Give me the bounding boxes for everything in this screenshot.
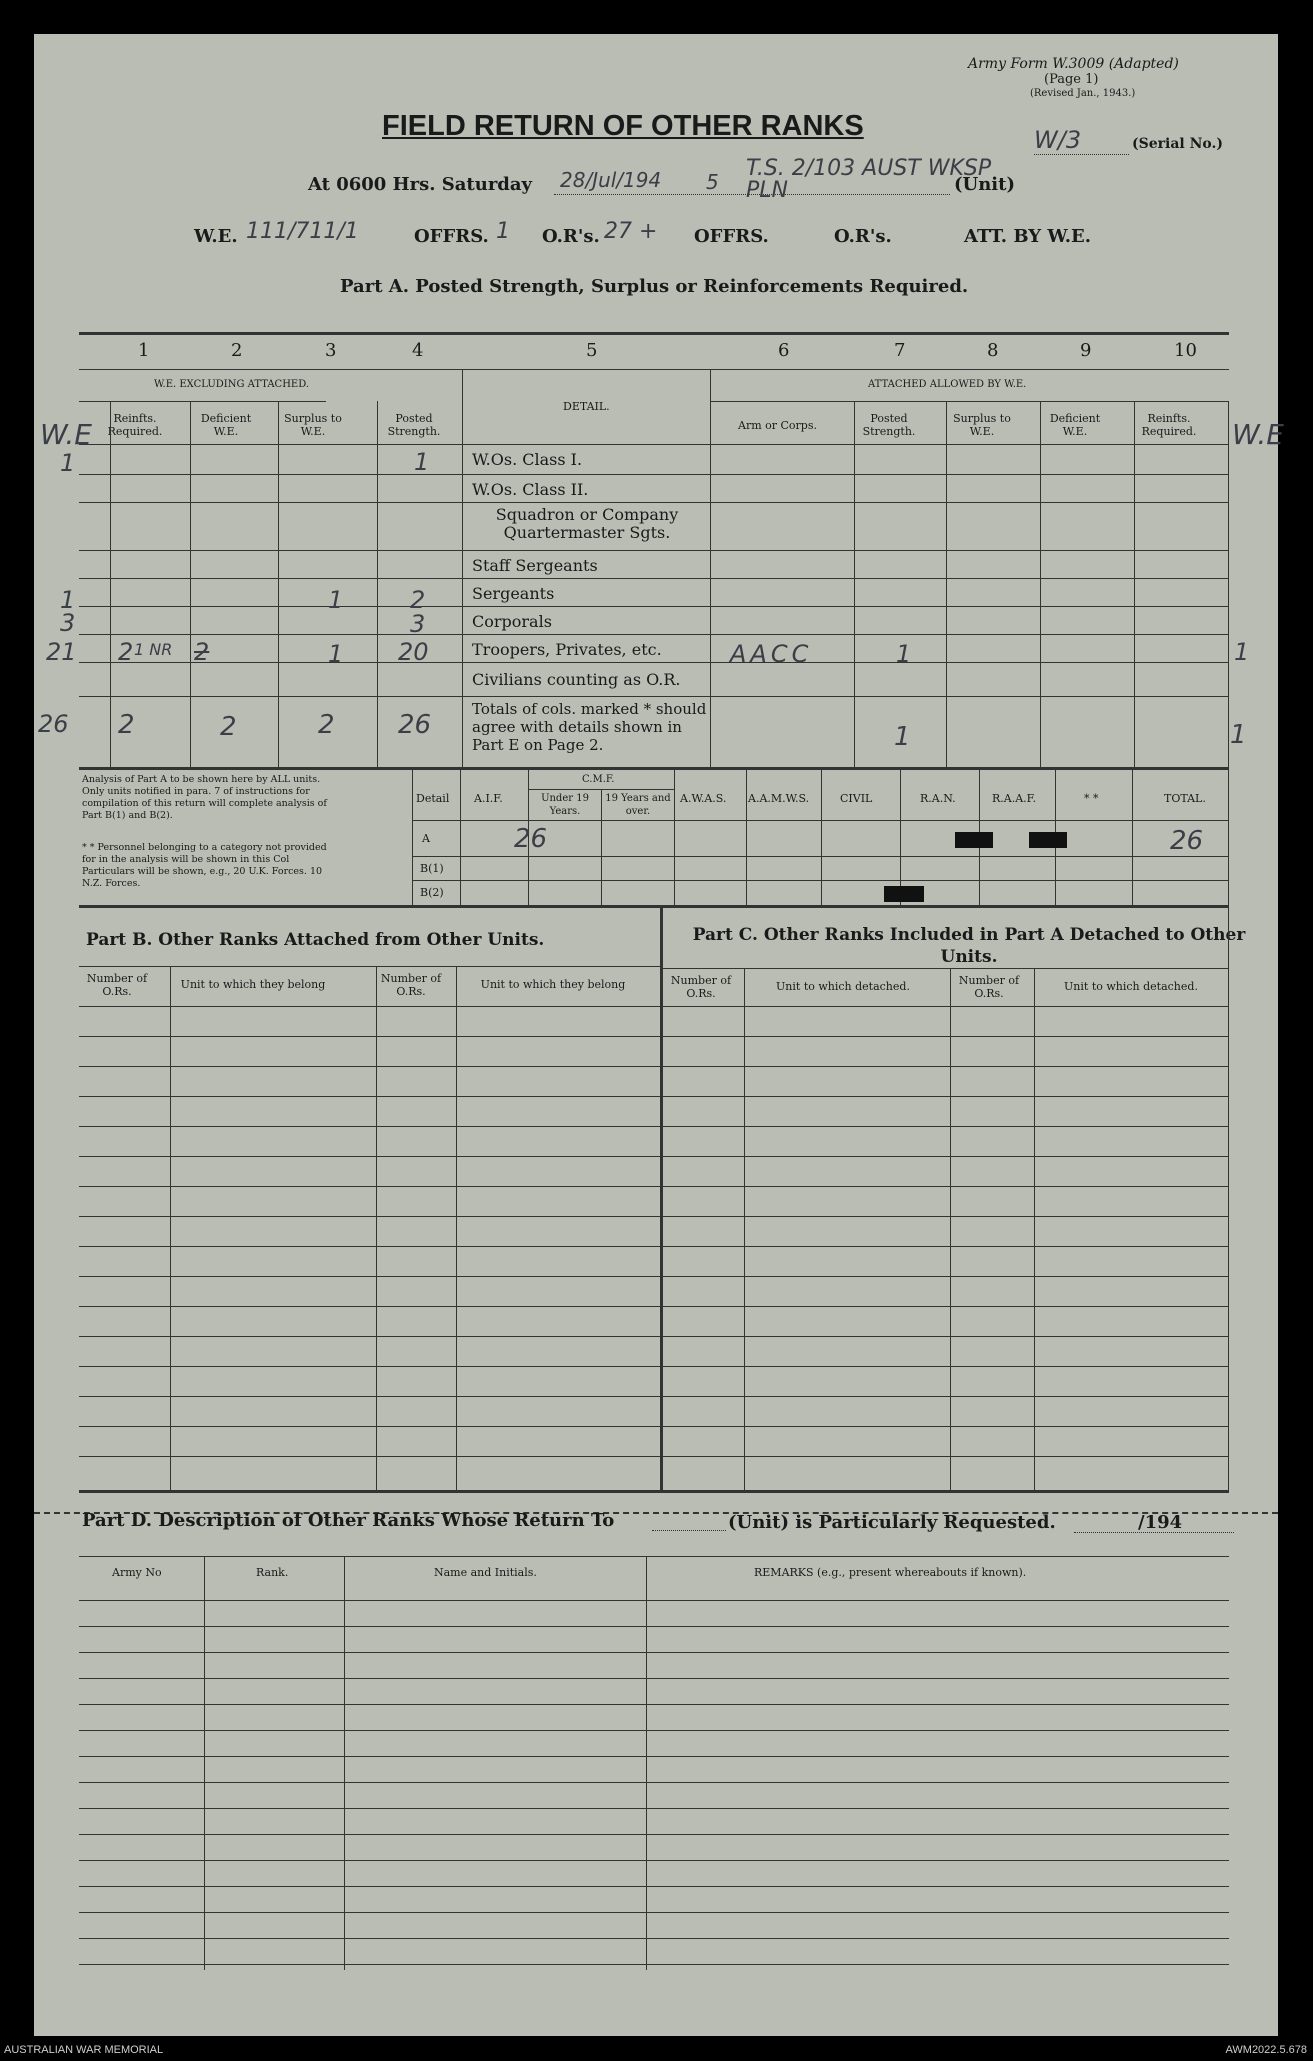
detail-header: DETAIL. (563, 400, 610, 413)
offrs-label: OFFRS. (414, 226, 489, 247)
part-b-col-number-1: Number of O.Rs. (86, 972, 148, 998)
analysis-note: Analysis of Part A to be shown here by ALL units. Only units notified in para. 7 of instructions for compilation of this return will complete analysis of Part B(1) and B(2). (82, 774, 327, 821)
part-c-col-number-1: Number of O.Rs. (670, 974, 732, 1000)
col-surplus-we-att: Surplus to W.E. (953, 412, 1011, 438)
analysis-col-awas: A.W.A.S. (680, 792, 727, 805)
col-posted-strength: Posted Strength. (387, 412, 441, 438)
ruled-line (79, 1306, 1229, 1307)
row-corporals: Corporals (472, 612, 552, 631)
ruled-line (79, 1678, 1229, 1679)
part-b-col-number-2: Number of O.Rs. (380, 972, 442, 998)
ruled-line (79, 1652, 1229, 1653)
col-number-2: 2 (231, 340, 243, 361)
col-posted-strength-att: Posted Strength. (862, 412, 916, 438)
col-number-9: 9 (1080, 340, 1092, 361)
part-d-col-name: Name and Initials. (434, 1566, 537, 1579)
ruled-line (79, 1730, 1229, 1731)
analysis-col-19over: 19 Years and over. (605, 793, 671, 817)
ruled-line (79, 1426, 1229, 1427)
we-excluding-header: W.E. EXCLUDING ATTACHED. (154, 379, 310, 390)
analysis-col-raaf: R.A.A.F. (992, 792, 1037, 805)
col-number-10: 10 (1174, 340, 1197, 361)
ruled-line (79, 1186, 1229, 1187)
aif-row-a-value: 26 (514, 824, 548, 854)
redaction-raaf (1029, 832, 1067, 848)
col-arm-corps: Arm or Corps. (738, 419, 817, 432)
we-label: W.E. (194, 226, 238, 247)
analysis-col-under19: Under 19 Years. (541, 793, 589, 817)
footer-credit: AUSTRALIAN WAR MEMORIAL (4, 2044, 164, 2056)
ruled-line (79, 1886, 1229, 1887)
offrs-value: 1 (496, 219, 510, 244)
row-wos-class-1: W.Os. Class I. (472, 450, 583, 469)
redaction-ran (955, 832, 993, 848)
ruled-line (79, 1860, 1229, 1861)
row-troopers: Troopers, Privates, etc. (472, 640, 662, 659)
part-c-col-number-2: Number of O.Rs. (958, 974, 1020, 1000)
ruled-line (79, 1626, 1229, 1627)
ruled-line (79, 1938, 1229, 1939)
unit-value: T.S. 2/103 AUST WKSP PLN (746, 156, 992, 203)
ruled-line (79, 1276, 1229, 1277)
part-d-title: Part D. Description of Other Ranks Whose Return To (82, 1510, 615, 1531)
ruled-line (79, 1964, 1229, 1965)
col-number-6: 6 (778, 340, 790, 361)
col-number-4: 4 (412, 340, 424, 361)
col-reinfts-required: Reinfts. Required. (107, 412, 163, 438)
row-wos-class-2: W.Os. Class II. (472, 480, 589, 499)
ors2-label: O.R's. (834, 226, 892, 247)
ruled-line (79, 1216, 1229, 1217)
col-surplus-we: Surplus to W.E. (284, 412, 342, 438)
ors-value: 27 + (604, 219, 658, 244)
row-staff-sergeants: Staff Sergeants (472, 556, 598, 575)
analysis-row-a: A (422, 832, 430, 845)
part-a-title: Part A. Posted Strength, Surplus or Reinforcements Required. (340, 276, 969, 297)
ruled-line (79, 1782, 1229, 1783)
redaction-civil (884, 886, 924, 902)
margin-we-left: W.E (40, 418, 92, 451)
form-page: (Page 1) (1044, 72, 1099, 87)
row-qm-sgts: Squadron or Company Quartermaster Sgts. (495, 505, 679, 542)
ruled-line (79, 1156, 1229, 1157)
at-time-label: At 0600 Hrs. Saturday (308, 174, 533, 195)
part-d-col-rank: Rank. (256, 1566, 289, 1579)
offrs2-label: OFFRS. (694, 226, 769, 247)
att-label: ATT. BY W.E. (964, 226, 1092, 247)
ruled-line (79, 1396, 1229, 1397)
part-d-col-army-no: Army No (112, 1566, 162, 1579)
ruled-line (79, 1912, 1229, 1913)
ruled-line (79, 1456, 1229, 1457)
ruled-line (79, 1834, 1229, 1835)
serial-number-value: W/3 (1034, 126, 1082, 154)
ors-label: O.R's. (542, 226, 600, 247)
row-sergeants: Sergeants (472, 584, 555, 603)
row-totals: Totals of cols. marked * should agree with details shown in Part E on Page 2. (472, 700, 707, 754)
form-id: Army Form W.3009 (Adapted) (968, 56, 1179, 72)
col-deficient-we: Deficient W.E. (200, 412, 252, 438)
we-value: 111/711/1 (246, 219, 359, 244)
ruled-line (79, 1246, 1229, 1247)
ruled-line (79, 1756, 1229, 1757)
row-civilians: Civilians counting as O.R. (472, 670, 681, 689)
footer-accession: AWM2022.5.678 (1225, 2044, 1307, 2056)
analysis-col-aamws: A.A.M.W.S. (748, 792, 810, 805)
part-c-col-unit-2: Unit to which detached. (1064, 980, 1198, 993)
year-suffix: 5 (706, 170, 719, 194)
analysis-col-total: TOTAL. (1164, 792, 1206, 805)
analysis-row-b2: B(2) (420, 886, 444, 899)
part-d-date-suffix: /194 (1138, 1512, 1183, 1533)
analysis-col-civil: CIVIL (840, 792, 873, 805)
col-number-5: 5 (586, 340, 598, 361)
analysis-row-b1: B(1) (420, 862, 444, 875)
part-b-title: Part B. Other Ranks Attached from Other Units. (86, 930, 545, 950)
date-value: 28/Jul/194 (560, 168, 662, 192)
analysis-col-aif: A.I.F. (474, 792, 503, 805)
col-number-3: 3 (325, 340, 337, 361)
ruled-line (79, 1336, 1229, 1337)
serial-label: (Serial No.) (1132, 136, 1223, 152)
page-title: FIELD RETURN OF OTHER RANKS (382, 110, 864, 142)
form-revised: (Revised Jan., 1943.) (1030, 88, 1136, 99)
col-number-7: 7 (894, 340, 906, 361)
ruled-line (79, 1096, 1229, 1097)
ruled-line (79, 1366, 1229, 1367)
analysis-col-ran: R.A.N. (920, 792, 956, 805)
part-c-col-unit-1: Unit to which detached. (776, 980, 910, 993)
analysis-col-other: * * (1084, 792, 1099, 805)
part-b-col-unit-1: Unit to which they belong (180, 978, 326, 991)
part-c-title: Part C. Other Ranks Included in Part A Detached to Other Units. (692, 925, 1246, 967)
col-number-8: 8 (987, 340, 999, 361)
analysis-col-detail: Detail (416, 792, 450, 805)
part-d-col-remarks: REMARKS (e.g., present whereabouts if known). (754, 1566, 1027, 1579)
part-b-col-unit-2: Unit to which they belong (480, 978, 626, 991)
ruled-line (79, 1036, 1229, 1037)
unit-label: (Unit) (954, 174, 1015, 195)
form-sheet: Army Form W.3009 (Adapted) (Page 1) (Revised Jan., 1943.) W/3 (Serial No.) FIELD RETURN OF OTHER RANKS At 0600 Hrs. Saturday 28/Jul/194 5 T.S. 2/103 AUST WKSP PLN (Unit) W.E. 111/711/1 OFFRS. 1 O.R's. 27 + OFFRS. O.R's. ATT. BY W.E. Part A. Posted Strength, Surplus or Reinforcements Required. 1 2 3 4 5 6 7 8 9 10 W.E. EXCLUDING ATTACHED. ATTACHED ALLOWED BY W.E. DETAIL. Reinfts. Required. Deficient W.E. Surplus to W.E. Posted Strength. Arm or Corps. Posted Strength. Surplus to W.E. Deficient W.E. Reinfts. Required. W.Os. Class I. W.Os. Class II. Squadron or Company Quartermaster Sgts. Staff Sergeants Sergeants Corporals Troopers, Privates, etc. Civilians counting as O.R. Totals of cols. marked * should agree with details shown in Part E on Page 2. W.E W.E 1 1 3 21 26 2 1 NR 2 2 2 1 1 2 1 2 3 20 26 AACC 1 1 1 1 Analysis of Part A to be shown here by ALL units. Only units notified in para. 7 of instructions for compilation of this return will complete analysis of Part B(1) and B(2). * * Personnel belonging to a category not provided for in the analysis will be shown in this Col Particulars will be shown, e.g., 20 U.K. Forces. 10 N.Z. Forces. Detail A.I.F. C.M.F. Under 19 Years. 19 Years and over. A.W.A.S. A.A.M.W.S. CIVIL R.A.N. R.A.A.F. * * TOTAL. A B(1) B(2) 26 26 Part B. Other Ranks Attached from Other Units. Part C. Other Ranks Included in Part A Detached to Other Units. Number of O.Rs. Unit to which they belong Number of O.Rs. Unit to which they belong Number of O.Rs. Unit to which detached. Number of O.Rs. Unit to which detached. Part D. Description of Other Ranks Whose Return To (Unit) is Particularly Requested. /194 Army No Rank. Name and Initials. REMARKS (e.g., present whereabouts if known). (34, 34, 1278, 2036)
margin-we-right: W.E (1232, 418, 1284, 451)
total-row-a-value: 26 (1170, 826, 1204, 856)
personnel-note: * * Personnel belonging to a category not provided for in the analysis will be shown in this Col Particulars will be shown, e.g., 20 U.K. Forces. 10 N.Z. Forces. (82, 842, 327, 889)
col-number-1: 1 (138, 340, 150, 361)
ruled-line (79, 1126, 1229, 1127)
ruled-line (79, 1066, 1229, 1067)
part-d-unit-requested: (Unit) is Particularly Requested. (728, 1512, 1056, 1533)
col-deficient-we-att: Deficient W.E. (1049, 412, 1101, 438)
col-reinfts-required-att: Reinfts. Required. (1141, 412, 1197, 438)
attached-header: ATTACHED ALLOWED BY W.E. (868, 379, 1027, 390)
analysis-col-cmf: C.M.F. (582, 774, 615, 785)
ruled-line (79, 1704, 1229, 1705)
ruled-line (79, 1808, 1229, 1809)
